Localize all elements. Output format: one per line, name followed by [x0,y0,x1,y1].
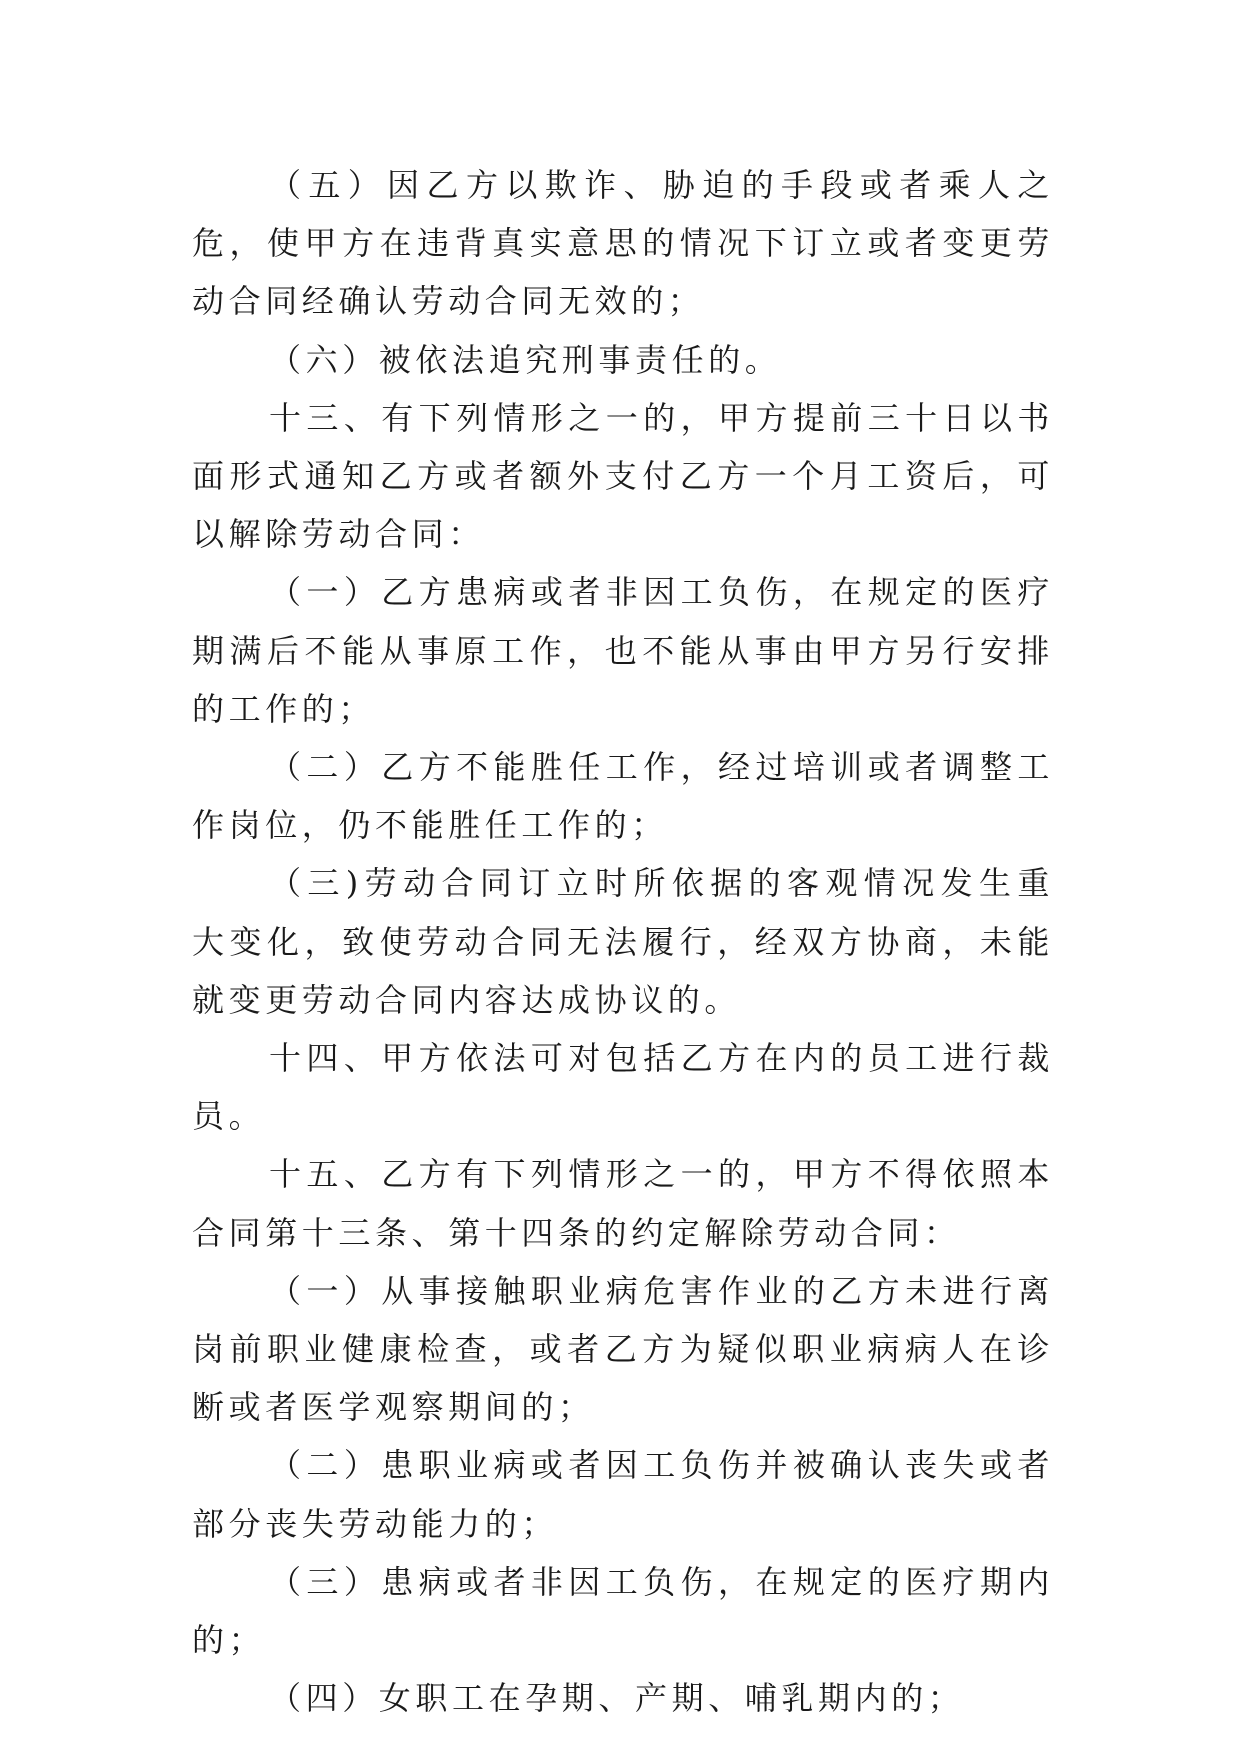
document-page [192,156,1054,1727]
paragraph-clause-15: 十五、乙方有下列情形之一的，甲方不得依照本合同第十三条、第十四条的约定解除劳动合同： [192,1155,1054,1252]
paragraph-clause-13-1: （一）乙方患病或者非因工负伤，在规定的医疗期满后不能从事原工作，也不能从事由甲方另行安排的工作的； [192,573,1054,728]
paragraph-clause-12-5: （五）因乙方以欺诈、胁迫的手段或者乘人之危，使甲方在违背真实意思的情况下订立或者变更劳动合同经确认劳动合同无效的； [192,166,1054,321]
paragraph-clause-13-3: （三)劳动合同订立时所依据的客观情况发生重大变化，致使劳动合同无法履行，经双方协商，未能就变更劳动合同内容达成协议的。 [192,864,1054,1019]
paragraph-clause-14: 十四、甲方依法可对包括乙方在内的员工进行裁员。 [192,1039,1054,1136]
paragraph-clause-13-2: （二）乙方不能胜任工作，经过培训或者调整工作岗位，仍不能胜任工作的； [192,748,1054,845]
paragraph-clause-15-2: （二）患职业病或者因工负伤并被确认丧失或者部分丧失劳动能力的； [192,1446,1054,1543]
paragraph-clause-13: 十三、有下列情形之一的，甲方提前三十日以书面形式通知乙方或者额外支付乙方一个月工资后，可以解除劳动合同： [192,398,1054,554]
paragraph-clause-12-6: （六）被依法追究刑事责任的。 [269,340,782,379]
paragraph-clause-15-1: （一）从事接触职业病危害作业的乙方未进行离岗前职业健康检查，或者乙方为疑似职业病病人在诊断或者医学观察期间的； [192,1271,1054,1427]
paragraph-clause-15-4: （四）女职工在孕期、产期、哺乳期内的； [269,1679,965,1718]
paragraph-clause-15-3: （三）患病或者非因工负伤，在规定的医疗期内的； [192,1562,1054,1660]
